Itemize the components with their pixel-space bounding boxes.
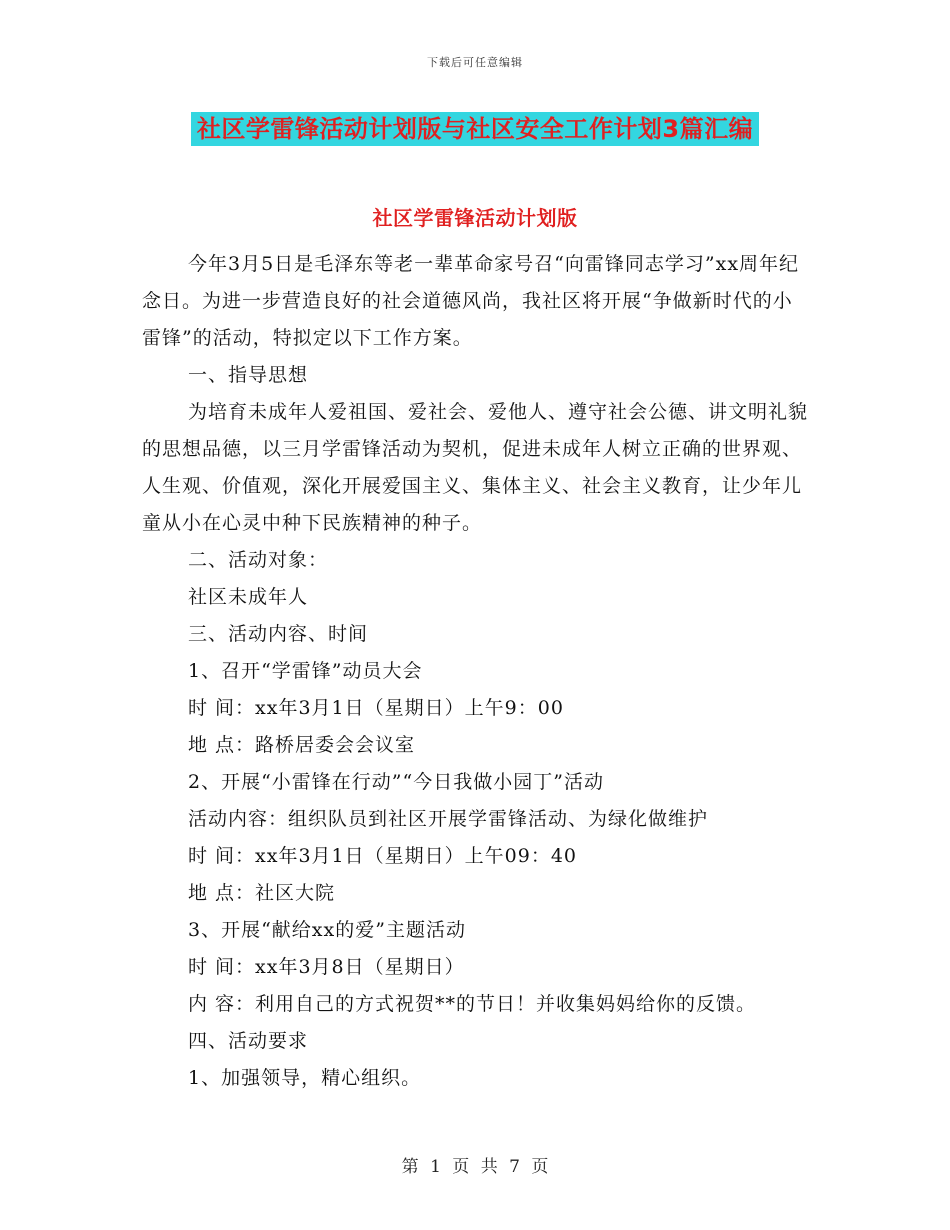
activity-item-2: 2、开展“小雷锋在行动”“今日我做小园丁”活动 — [188, 771, 604, 793]
section-title: 社区学雷锋活动计划版 — [372, 206, 578, 230]
activity-3-content: 内 容：利用自己的方式祝贺**的节日！并收集妈妈给你的反馈。 — [188, 993, 757, 1015]
heading-activity-requirements: 四、活动要求 — [188, 1030, 309, 1052]
activity-3-time: 时 间：xx年3月8日（星期日） — [188, 956, 465, 978]
page-number: 第 1 页 共 7 页 — [401, 1157, 549, 1177]
heading-activity-target: 二、活动对象： — [188, 549, 329, 571]
document-title: 社区学雷锋活动计划版与社区安全工作计划3篇汇编 — [191, 112, 759, 146]
activity-2-time: 时 间：xx年3月1日（星期日）上午09：40 — [188, 845, 578, 867]
intro-paragraph: 今年3月5日是毛泽东等老一辈革命家号召“向雷锋同志学习”xx周年纪念日。为进一步营造良好的社会道德风尚，我社区将开展“争做新时代的小雷锋”的活动，特拟定以下工作方案。 — [142, 253, 800, 349]
activity-2-location: 地 点：社区大院 — [188, 882, 336, 904]
document-body — [142, 246, 812, 1097]
heading-activity-content: 三、活动内容、时间 — [188, 623, 369, 645]
guiding-ideology-paragraph: 为培育未成年人爱祖国、爱社会、爱他人、遵守社会公德、讲文明礼貌的思想品德，以三月学雷锋活动为契机，促进未成年人树立正确的世界观、人生观、价值观，深化开展爱国主义、集体主义、社会主义教育，让少年儿童从小在心灵中种下民族精神的种子。 — [142, 401, 809, 534]
page-header-note: 下载后可任意编辑 — [427, 56, 523, 69]
activity-item-3: 3、开展“献给xx的爱”主题活动 — [188, 919, 466, 941]
activity-2-content: 活动内容：组织队员到社区开展学雷锋活动、为绿化做维护 — [188, 808, 709, 830]
activity-1-location: 地 点：路桥居委会会议室 — [188, 734, 416, 756]
activity-1-time: 时 间：xx年3月1日（星期日）上午9：00 — [188, 697, 564, 719]
requirement-item-1: 1、加强领导，精心组织。 — [188, 1067, 422, 1089]
heading-guiding-ideology: 一、指导思想 — [188, 364, 309, 386]
document-title-container — [0, 112, 950, 146]
activity-item-1: 1、召开“学雷锋”动员大会 — [188, 660, 423, 682]
activity-target-text: 社区未成年人 — [188, 586, 309, 608]
